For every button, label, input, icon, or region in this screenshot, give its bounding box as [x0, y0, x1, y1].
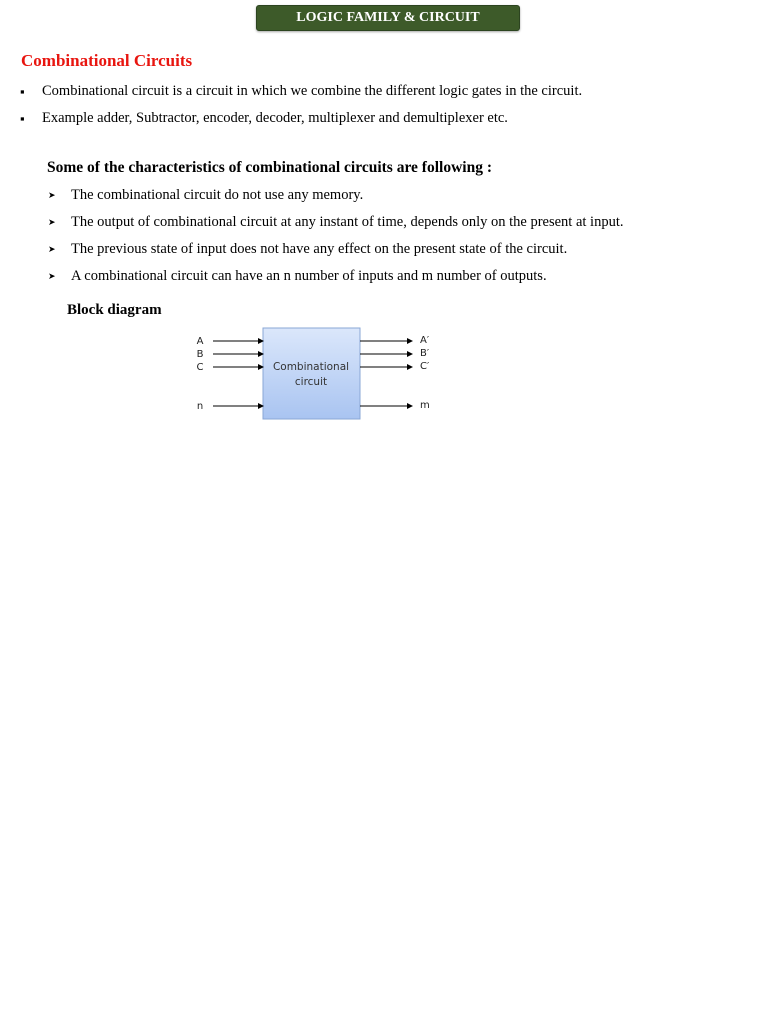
- output-label: m: [420, 400, 430, 411]
- output-label: C′: [420, 361, 430, 372]
- input-label: C: [196, 362, 204, 373]
- intro-bullet-list: [20, 78, 760, 132]
- characteristics-list: [48, 182, 748, 290]
- list-item: [48, 236, 748, 263]
- bullet-text: Example adder, Subtractor, encoder, decoder, multiplexer and demultiplexer etc.: [42, 110, 508, 126]
- page-header-banner: LOGIC FAMILY & CIRCUIT: [256, 5, 520, 31]
- list-item: [48, 182, 748, 209]
- bullet-icon: ▪: [20, 111, 25, 126]
- list-item: [20, 105, 760, 132]
- characteristic-text: The output of combinational circuit at any instant of time, depends only on the present at input.: [71, 214, 624, 230]
- block-diagram-label: Block diagram: [67, 302, 162, 318]
- input-label: n: [196, 401, 204, 412]
- characteristic-text: A combinational circuit can have an n number of inputs and m number of outputs.: [71, 268, 547, 284]
- characteristics-heading: Some of the characteristics of combinational circuits are following :: [47, 159, 492, 176]
- list-item: [48, 263, 748, 290]
- box-label-line1: Combinational: [272, 361, 350, 373]
- section-title: Combinational Circuits: [21, 51, 193, 70]
- bullet-text: Combinational circuit is a circuit in which we combine the different logic gates in the circuit.: [42, 83, 583, 99]
- characteristic-text: The previous state of input does not have any effect on the present state of the circuit.: [71, 241, 568, 257]
- block-diagram: [190, 325, 450, 425]
- arrow-bullet-icon: ➤: [48, 244, 56, 254]
- bullet-icon: ▪: [20, 84, 25, 99]
- combinational-circuit-box: [263, 328, 360, 419]
- input-label: B: [196, 349, 204, 360]
- box-label-line2: circuit: [294, 376, 328, 388]
- output-label: A′: [420, 335, 430, 346]
- list-item: [20, 78, 760, 105]
- output-label: B′: [420, 348, 430, 359]
- arrow-bullet-icon: ➤: [48, 217, 56, 227]
- arrow-bullet-icon: ➤: [48, 271, 56, 281]
- characteristic-text: The combinational circuit do not use any memory.: [71, 187, 364, 203]
- input-label: A: [196, 336, 204, 347]
- arrow-bullet-icon: ➤: [48, 190, 56, 200]
- list-item: [48, 209, 748, 236]
